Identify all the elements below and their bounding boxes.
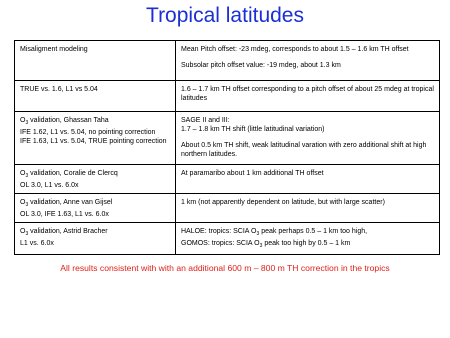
table-cell-result: [176, 165, 440, 194]
cell-line: IFE 1.62, L1 vs. 5.04, no pointing correction: [20, 129, 156, 136]
table-cell-source: [15, 112, 176, 165]
cell-line: 1 km (not apparently dependent on latitude, but with large scatter): [181, 199, 385, 206]
cell-line: SAGE II and III:: [181, 117, 230, 124]
table-row: [15, 223, 440, 255]
subscript-3: 3: [256, 231, 260, 237]
cell-line: GOMOS: tropics: SCIA $O_3$ peak too high by 0.5 – 1 km: [181, 240, 351, 249]
cell-line: L1 vs. 6.0x: [20, 240, 54, 247]
cell-line: $O_3$ validation, Astrid Bracher: [20, 228, 108, 237]
table-row: [15, 41, 440, 81]
cell-line: $O_3$ validation, Ghassan Taha: [20, 117, 109, 126]
page-title: Tropical latitudes: [146, 4, 304, 27]
table-row: [15, 165, 440, 194]
subscript-3: 3: [25, 202, 29, 208]
cell-line: 1.6 – 1.7 km TH offset corresponding to a pitch offset of about 25 mdeg at tropical latitudes: [181, 86, 434, 102]
table-cell-source: [15, 41, 176, 81]
table-cell-source: [15, 81, 176, 112]
table-cell-result: [176, 81, 440, 112]
table-cell-result: [176, 41, 440, 81]
subscript-3: 3: [25, 231, 29, 237]
cell-line: OL 3.0, IFE 1.63, L1 vs. 6.0x: [20, 211, 109, 218]
table-cell-result: [176, 194, 440, 223]
summary-note: All results consistent with with an additional 600 m – 800 m TH correction in the tropics: [60, 263, 390, 273]
table-cell-source: [15, 223, 176, 255]
cell-line: IFE 1.63, L1 vs. 5.04, TRUE pointing correction: [20, 138, 167, 145]
table-row: [15, 194, 440, 223]
table-cell-result: [176, 223, 440, 255]
results-table: [14, 40, 440, 255]
subscript-3: 3: [25, 120, 29, 126]
cell-line: $O_3$ validation, Anne van Gijsel: [20, 199, 113, 208]
cell-line: Subsolar pitch offset value: -19 mdeg, about 1.3 km: [181, 62, 341, 69]
cell-line: HALOE: tropics: SCIA $O_3$ peak perhaps 0.5 – 1 km too high,: [181, 228, 368, 237]
table-row: [15, 81, 440, 112]
table-row: [15, 112, 440, 165]
cell-line: Mean Pitch offset: -23 mdeg, corresponds to about 1.5 – 1.6 km TH offset: [181, 46, 409, 53]
cell-line: OL 3.0, L1 vs. 6.0x: [20, 182, 79, 189]
cell-line: About 0.5 km TH shift, weak latitudinal varation with zero additional shift at high northern latitudes.: [181, 142, 427, 158]
table-cell-source: [15, 165, 176, 194]
subscript-3: 3: [25, 173, 29, 179]
cell-line: Misaligment modeling: [20, 46, 88, 53]
cell-line: At paramaribo about 1 km additional TH offset: [181, 170, 324, 177]
cell-line: 1.7 – 1.8 km TH shift (little latitudinal variation): [181, 126, 325, 133]
cell-line: $O_3$ validation, Coralie de Clercq: [20, 170, 118, 179]
table-cell-result: [176, 112, 440, 165]
table-cell-source: [15, 194, 176, 223]
cell-line: TRUE vs. 1.6, L1 vs 5.04: [20, 86, 98, 93]
subscript-3: 3: [259, 243, 263, 249]
